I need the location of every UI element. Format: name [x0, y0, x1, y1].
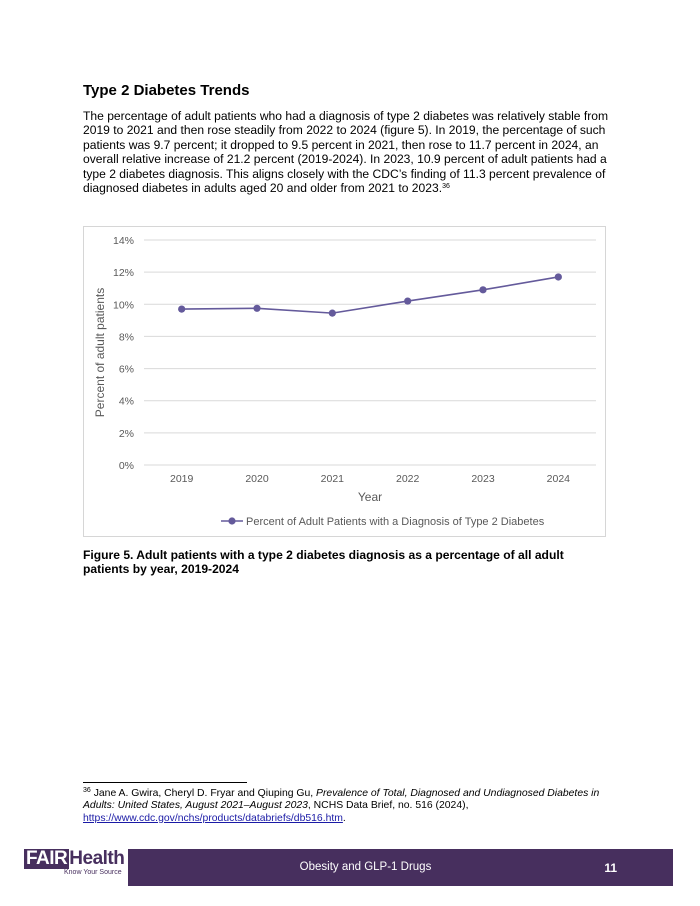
x-axis-title: Year — [357, 490, 383, 504]
series-line — [182, 277, 559, 313]
footnote — [83, 788, 613, 825]
data-point — [253, 305, 260, 312]
page-number: 11 — [604, 861, 617, 875]
logo-tagline: Know Your Source — [64, 869, 122, 876]
y-tick-label: 10% — [112, 299, 134, 312]
footer-title: Obesity and GLP-1 Drugs — [299, 861, 432, 873]
x-tick-label: 2019 — [169, 473, 194, 485]
y-tick-label: 6% — [118, 363, 134, 376]
body-paragraph-text: The percentage of adult patients who had a diagnosis of type 2 diabetes was relatively stable from 2019 to 2021 and then rose steadily from 2022 to 2024 (figure 5). In 2019, the percentage of such patients was 9.7 percent; it dropped to 9.5 percent in 2021, then rose to 11.7 percent in 2024, an overall relative increase of 21.2 percent (2019-2024). In 2023, 10.9 percent of adult patients had a type 2 diabetes diagnosis. This aligns closely with the CDC’s finding of 11.3 percent prevalence of diagnosed diabetes in adults aged 20 and older from 2021 to 2023. — [83, 109, 609, 196]
body-paragraph — [83, 109, 618, 195]
y-axis-title: Percent of adult patients — [93, 287, 107, 418]
x-tick-label: 2024 — [546, 473, 571, 485]
x-tick-label: 2021 — [320, 473, 345, 485]
footnote-reference[interactable]: 36 — [442, 183, 450, 191]
data-point — [404, 297, 411, 304]
y-tick-label: 2% — [118, 427, 134, 440]
footnote-title: Prevalence of Total, Diagnosed and Undiagnosed Diabetes in Adults: United States, August 2021–August 2023 — [83, 788, 600, 812]
y-tick-label: 8% — [118, 331, 134, 344]
x-tick-label: 2020 — [245, 473, 269, 485]
logo-health: Health — [69, 848, 125, 869]
logo-fair: FAIR — [26, 848, 68, 869]
footnote-end: . — [342, 812, 346, 824]
y-tick-label: 12% — [112, 267, 134, 280]
section-heading: Type 2 Diabetes Trends — [83, 82, 250, 99]
legend-label: Percent of Adult Patients with a Diagnosis of Type 2 Diabetes — [246, 516, 545, 528]
footnote-source: , NCHS Data Brief, no. 516 (2024), — [307, 800, 469, 812]
legend-marker — [228, 517, 235, 524]
figure-caption: Figure 5. Adult patients with a type 2 diabetes diagnosis as a percentage of all adult patients by year, 2019-2024 — [83, 548, 564, 577]
data-point — [329, 310, 336, 317]
x-tick-label: 2023 — [471, 473, 495, 485]
fairhealth-logo — [24, 848, 125, 889]
footnote-number: 36 — [83, 787, 91, 794]
y-tick-label: 4% — [118, 395, 134, 408]
data-point — [555, 273, 562, 280]
y-tick-label: 0% — [118, 460, 134, 472]
footnote-divider — [83, 782, 247, 783]
data-point — [479, 286, 486, 293]
line-chart — [83, 226, 606, 537]
footer-bar — [128, 849, 673, 886]
x-tick-label: 2022 — [395, 473, 420, 485]
y-tick-label: 14% — [112, 235, 134, 247]
data-point — [178, 306, 185, 313]
footnote-authors: Jane A. Gwira, Cheryl D. Fryar and Qiuping Gu, — [93, 788, 317, 799]
chart-canvas — [84, 227, 607, 538]
footnote-link[interactable]: https://www.cdc.gov/nchs/products/databriefs/db516.htm — [83, 812, 343, 824]
